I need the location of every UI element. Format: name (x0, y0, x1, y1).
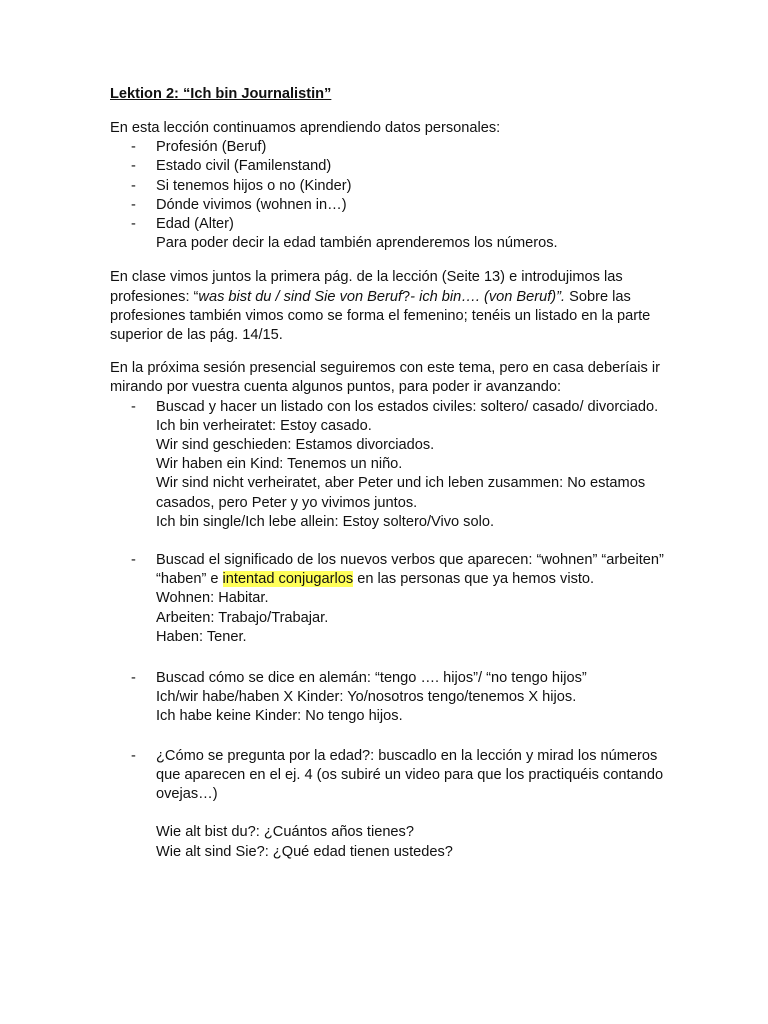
italic-phrase: was bist du / sind Sie von Beruf (198, 288, 403, 305)
task-heading: ¿Cómo se pregunta por la edad?: buscadlo en la lección y mirad los números que aparecen en el ej. 4 (os subiré un video para que los practiquéis contando ovejas…) (156, 747, 664, 803)
example-line: Ich habe keine Kinder: No tengo hijos. (156, 708, 403, 725)
task-heading: Buscad y hacer un listado con los estados civiles: soltero/ casado/ divorciado. (156, 398, 659, 415)
task-item (110, 669, 670, 727)
task-item (110, 747, 670, 862)
dash-bullet: - (131, 177, 136, 194)
example-line: Wohnen: Habitar. (156, 590, 269, 607)
example-line: Arbeiten: Trabajo/Trabajar. (156, 609, 329, 626)
dash-bullet: - (131, 552, 136, 569)
paragraph-text: ? (402, 288, 411, 305)
dash-bullet: - (131, 747, 136, 764)
list-item-text: Edad (Alter) (156, 216, 234, 233)
highlighted-text: intentad conjugarlos (222, 571, 354, 588)
example-line: Wir sind geschieden: Estamos divorciados. (156, 437, 435, 454)
blank-line (156, 804, 670, 823)
task-heading-text: en las personas que ya hemos visto. (353, 571, 595, 588)
list-item-text: Dónde vivimos (wohnen in…) (156, 196, 347, 213)
class-summary-paragraph (110, 268, 670, 345)
list-item-text: Estado civil (Familenstand) (156, 158, 332, 175)
intro-paragraph: En esta lección continuamos aprendiendo datos personales: (110, 120, 501, 136)
lesson-title: Lektion 2: “Ich bin Journalistin” (110, 86, 332, 102)
example-line: Wie alt sind Sie?: ¿Qué edad tienen ustedes? (156, 843, 453, 860)
dash-bullet: - (131, 216, 136, 233)
example-line: Haben: Tener. (156, 628, 247, 645)
tasks-list (110, 398, 670, 862)
example-line: Wir haben ein Kind: Tenemos un niño. (156, 456, 403, 473)
example-line: Wie alt bist du?: ¿Cuántos años tienes? (156, 824, 414, 841)
example-line: Ich bin single/Ich lebe allein: Estoy soltero/Vivo solo. (156, 513, 495, 530)
dash-bullet: - (131, 158, 136, 175)
task-heading (156, 551, 670, 589)
task-heading: Buscad cómo se dice en alemán: “tengo …. hijos”/ “no tengo hijos” (156, 670, 587, 687)
task-item (110, 551, 670, 647)
list-item (110, 157, 670, 176)
document-page (110, 85, 670, 862)
list-item-note: Para poder decir la edad también aprenderemos los números. (156, 235, 558, 252)
dash-bullet: - (131, 670, 136, 687)
task-heading-text: Buscad el significado de los nuevos verbos que aparecen: “wohnen” “arbeiten” “haben” e (156, 552, 664, 588)
list-item-text: Si tenemos hijos o no (Kinder) (156, 177, 352, 194)
example-line: Ich/wir habe/haben X Kinder: Yo/nosotros tengo/tenemos X hijos. (156, 689, 577, 706)
list-item (110, 177, 670, 196)
dash-bullet: - (131, 139, 136, 156)
italic-phrase: - ich bin…. (von Beruf)”. (410, 288, 566, 305)
example-line: Wir sind nicht verheiratet, aber Peter und ich leben zusammen: No estamos casados, pero Peter y yo vivimos juntos. (156, 475, 646, 511)
task-item (110, 398, 670, 532)
paragraph-text: Sobre las profesiones también vimos como se forma el femenino; tenéis un listado en la parte superior de las pág. 14/15. (110, 288, 651, 344)
dash-bullet: - (131, 196, 136, 213)
list-item (110, 138, 670, 157)
dash-bullet: - (131, 398, 136, 415)
homework-paragraph: En la próxima sesión presencial seguiremos con este tema, pero en casa deberíais ir mirando por vuestra cuenta algunos puntos, para poder ir avanzando: (110, 360, 660, 396)
paragraph-text: En clase vimos juntos la primera pág. de la lección (Seite 13) e introdujimos las profesiones: “ (110, 269, 623, 305)
list-item (110, 215, 670, 253)
topics-list (110, 138, 670, 253)
list-item (110, 196, 670, 215)
list-item-text: Profesión (Beruf) (156, 139, 267, 156)
example-line: Ich bin verheiratet: Estoy casado. (156, 417, 372, 434)
